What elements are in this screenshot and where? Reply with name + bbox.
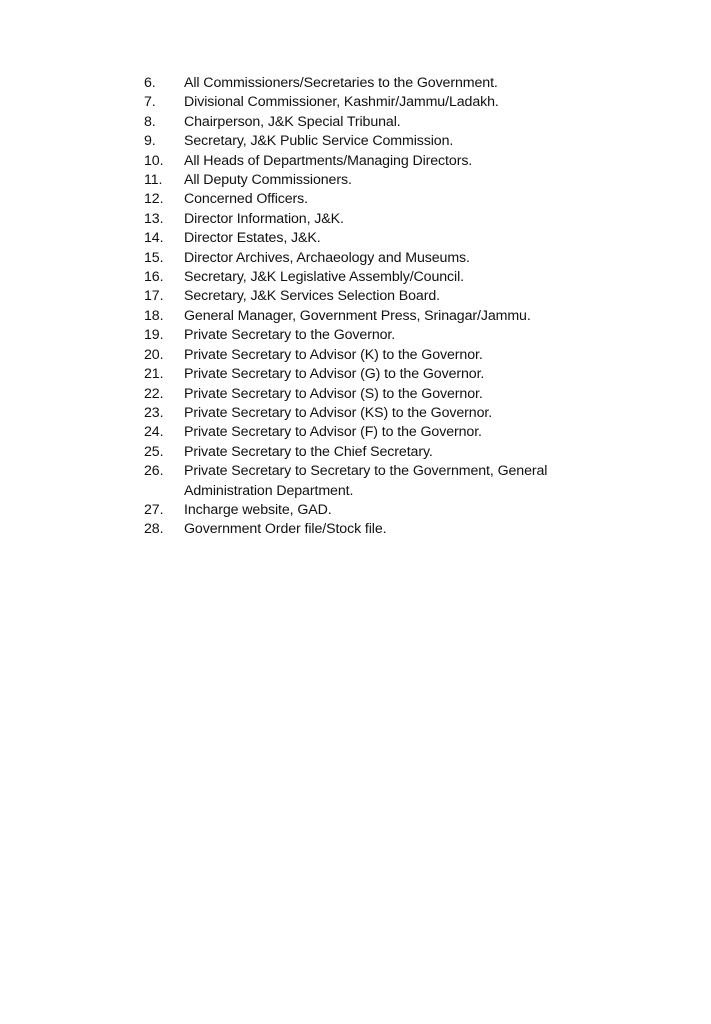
item-number: 22. bbox=[144, 385, 164, 402]
item-text: Director Archives, Archaeology and Museums. bbox=[184, 249, 470, 266]
item-number: 10. bbox=[144, 152, 164, 169]
list-item bbox=[144, 462, 624, 501]
item-text: Chairperson, J&K Special Tribunal. bbox=[184, 113, 401, 130]
item-text: Divisional Commissioner, Kashmir/Jammu/Ladakh. bbox=[184, 94, 499, 111]
list-item bbox=[144, 365, 624, 384]
item-number: 7. bbox=[144, 94, 156, 111]
item-number: 12. bbox=[144, 191, 164, 208]
list-item bbox=[144, 249, 624, 268]
list-item bbox=[144, 385, 624, 404]
item-number: 8. bbox=[144, 113, 156, 130]
list-item bbox=[144, 152, 624, 171]
list-item bbox=[144, 210, 624, 229]
item-number: 9. bbox=[144, 133, 156, 150]
item-number: 24. bbox=[144, 424, 164, 441]
list-item bbox=[144, 443, 624, 462]
list-item bbox=[144, 404, 624, 423]
list-item bbox=[144, 423, 624, 442]
item-text: Private Secretary to Advisor (G) to the Governor. bbox=[184, 366, 485, 383]
item-number: 15. bbox=[144, 249, 164, 266]
item-number: 27. bbox=[144, 501, 164, 518]
list-item bbox=[144, 93, 624, 112]
item-number: 17. bbox=[144, 288, 164, 305]
distribution-list bbox=[144, 74, 624, 540]
list-item bbox=[144, 229, 624, 248]
item-text: All Deputy Commissioners. bbox=[184, 172, 352, 189]
list-item bbox=[144, 326, 624, 345]
list-item bbox=[144, 113, 624, 132]
item-number: 13. bbox=[144, 210, 164, 227]
item-number: 19. bbox=[144, 327, 164, 344]
list-item bbox=[144, 520, 624, 539]
item-text: Private Secretary to Advisor (KS) to the Governor. bbox=[184, 404, 493, 421]
item-number: 6. bbox=[144, 75, 156, 91]
item-text: All Heads of Departments/Managing Directors. bbox=[184, 152, 473, 169]
item-text: Secretary, J&K Services Selection Board. bbox=[184, 288, 440, 305]
list-item bbox=[144, 346, 624, 365]
list-item bbox=[144, 74, 624, 93]
item-number: 23. bbox=[144, 404, 164, 421]
item-text: Concerned Officers. bbox=[184, 191, 309, 208]
item-text: Secretary, J&K Legislative Assembly/Council. bbox=[184, 269, 464, 286]
list-item bbox=[144, 307, 624, 326]
item-text: All Commissioners/Secretaries to the Government. bbox=[184, 75, 498, 91]
item-number: 20. bbox=[144, 346, 164, 363]
item-text: Private Secretary to Advisor (K) to the Governor. bbox=[184, 346, 483, 363]
item-text: Director Information, J&K. bbox=[184, 210, 344, 227]
item-text: Private Secretary to Advisor (S) to the Governor. bbox=[184, 385, 483, 402]
item-text: Government Order file/Stock file. bbox=[184, 521, 387, 538]
item-text: Incharge website, GAD. bbox=[184, 501, 332, 518]
item-number: 26. bbox=[144, 463, 164, 480]
item-number: 11. bbox=[144, 172, 163, 189]
list-item bbox=[144, 190, 624, 209]
item-number: 16. bbox=[144, 269, 164, 286]
item-text: Private Secretary to Advisor (F) to the Governor. bbox=[184, 424, 482, 441]
item-number: 25. bbox=[144, 443, 164, 460]
item-text: Private Secretary to the Governor. bbox=[184, 327, 396, 344]
item-text: Private Secretary to Secretary to the Government, General Administration Department. bbox=[184, 463, 548, 499]
item-number: 28. bbox=[144, 521, 164, 538]
list-item bbox=[144, 171, 624, 190]
list-item bbox=[144, 132, 624, 151]
list-item bbox=[144, 268, 624, 287]
item-text: Director Estates, J&K. bbox=[184, 230, 321, 247]
item-text: Secretary, J&K Public Service Commission. bbox=[184, 133, 454, 150]
item-text: General Manager, Government Press, Srinagar/Jammu. bbox=[184, 307, 531, 324]
list-item bbox=[144, 287, 624, 306]
item-text: Private Secretary to the Chief Secretary. bbox=[184, 443, 433, 460]
item-number: 18. bbox=[144, 307, 164, 324]
item-number: 21. bbox=[144, 366, 164, 383]
item-number: 14. bbox=[144, 230, 164, 247]
list-item bbox=[144, 501, 624, 520]
